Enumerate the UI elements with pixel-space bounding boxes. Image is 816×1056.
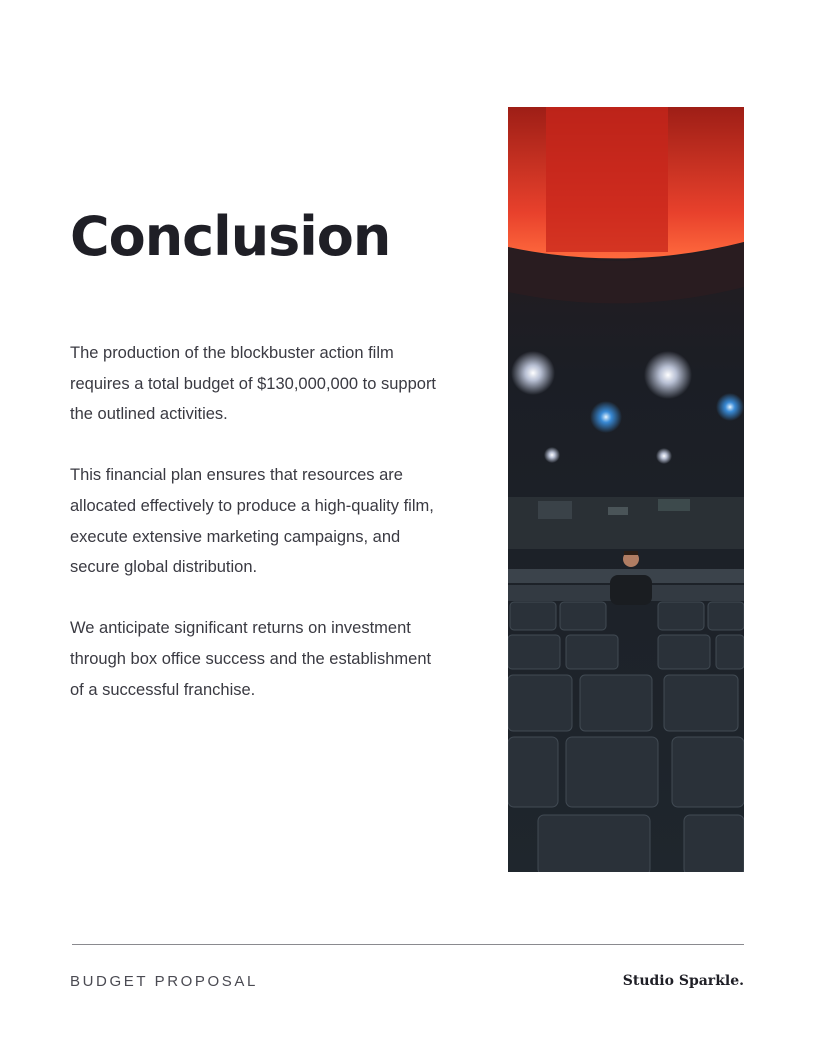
body-text (70, 338, 440, 736)
paragraph-budget: The production of the blockbuster action film requires a total budget of $130,000,000 to support the outlined activities. (70, 344, 437, 424)
paragraph-plan: This financial plan ensures that resources are allocated effectively to produce a high-quality film, execute extensive marketing campaigns, and secure global distribution. (70, 466, 434, 577)
paragraph-returns: We anticipate significant returns on investment through box office success and the establishment of a successful franchise. (70, 619, 432, 699)
footer-document-label: BUDGET PROPOSAL (70, 973, 258, 990)
cinema-theater-illustration (508, 107, 744, 872)
footer-brand: Studio Sparkle. (622, 973, 744, 989)
footer-divider (72, 944, 744, 945)
page-title: Conclusion (70, 205, 391, 268)
cinema-theater-photo (508, 107, 744, 872)
